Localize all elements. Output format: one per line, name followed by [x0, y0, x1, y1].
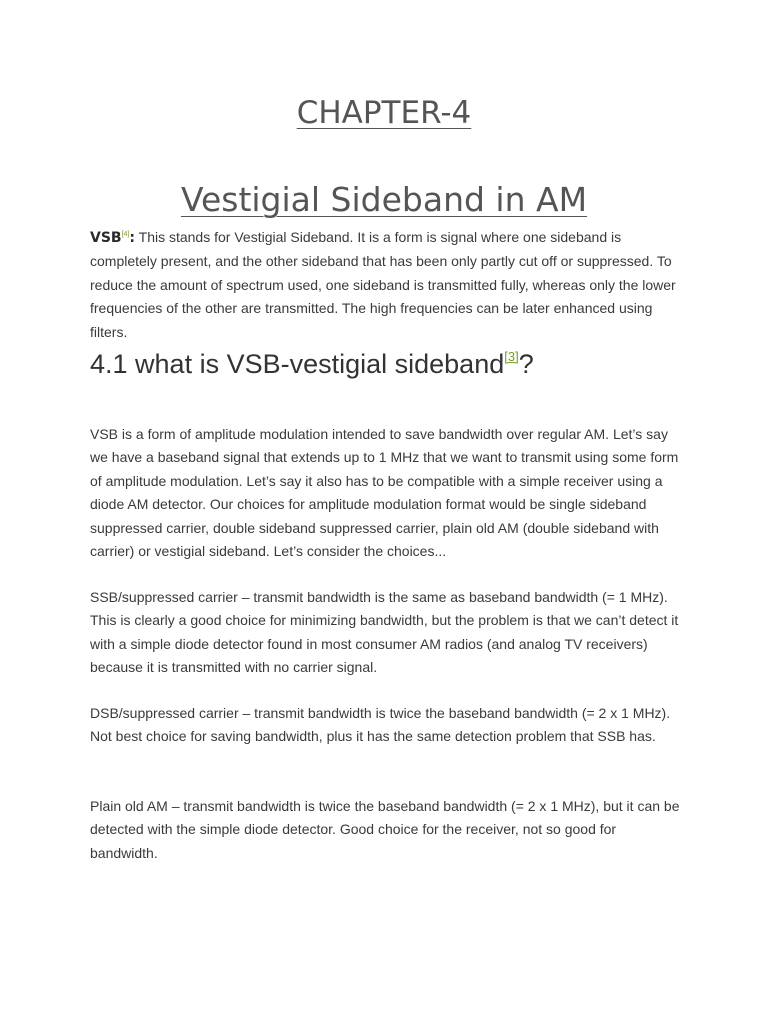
- document-title: Vestigial Sideband in AM: [180, 180, 588, 219]
- intro-reference-link[interactable]: [4]: [121, 231, 130, 238]
- body-paragraph: VSB is a form of amplitude modulation intended to save bandwidth over regular AM. Let’s say we have a baseband signal that extends up to 1 MHz that we want to transmit using some form of amplitude modulation. Let’s say it also has to be compatible with a simple receiver using a diode AM detector. Our choices for amplitude modulation format would be single sideband suppressed carrier, double sideband suppressed carrier, plain old AM (double sideband with carrier) or vestigial sideband. Let’s consider the choices...: [90, 426, 679, 560]
- section-heading: [90, 337, 710, 384]
- term-colon: :: [129, 230, 135, 246]
- body-paragraph: Plain old AM – transmit bandwidth is twice the baseband bandwidth (= 2 x 1 MHz), but it can be detected with the simple diode detector. Good choice for the receiver, not so good for bandwidth.: [90, 798, 680, 861]
- intro-text: This stands for Vestigial Sideband. It is a form is signal where one sideband is completely present, and the other sideband that has been only partly cut off or suppressed. To reduce the amount of spectrum used, one sideband is transmitted fully, whereas only the lower frequencies of the other are transmitted. The high frequencies can be later enhanced using filters.: [90, 229, 676, 340]
- chapter-title: CHAPTER-4: [296, 95, 472, 131]
- section-reference-link[interactable]: [3]: [504, 349, 519, 364]
- body-paragraph: DSB/suppressed carrier – transmit bandwidth is twice the baseband bandwidth (= 2 x 1 MHz). Not best choice for saving bandwidth, plus it has the same detection problem that SSB has.: [90, 705, 671, 745]
- body-paragraph: SSB/suppressed carrier – transmit bandwidth is the same as baseband bandwidth (= 1 MHz). This is clearly a good choice for minimizing bandwidth, but the problem is that we can’t detect it with a simple diode detector found in most consumer AM radios (and analog TV receivers) because it is transmitted with no carrier signal.: [90, 589, 679, 676]
- vsb-term: VSB: [90, 230, 122, 246]
- section-heading-text: 4.1 what is VSB-vestigial sideband: [90, 349, 505, 379]
- section-heading-suffix: ?: [518, 349, 534, 379]
- intro-paragraph: [90, 223, 680, 344]
